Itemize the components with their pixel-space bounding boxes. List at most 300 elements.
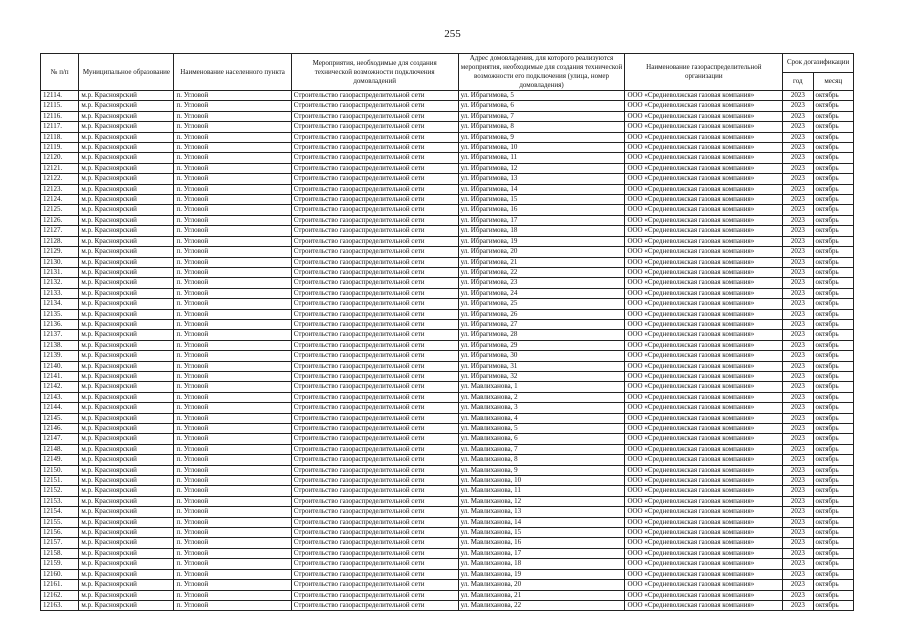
cell-gdo: ООО «Средневолжская газовая компания» [625, 538, 783, 548]
cell-gdo: ООО «Средневолжская газовая компания» [625, 517, 783, 527]
cell-settlement: п. Угловой [174, 122, 291, 132]
cell-year: 2023 [783, 382, 813, 392]
cell-month: октябрь [813, 403, 854, 413]
table-row [41, 569, 854, 579]
cell-measure: Строительство газораспределительной сети [291, 91, 458, 101]
table-row [41, 382, 854, 392]
cell-month: октябрь [813, 455, 854, 465]
cell-row-num: 12161. [41, 580, 79, 590]
cell-measure: Строительство газораспределительной сети [291, 309, 458, 319]
cell-measure: Строительство газораспределительной сети [291, 580, 458, 590]
cell-settlement: п. Угловой [174, 496, 291, 506]
cell-row-num: 12137. [41, 330, 79, 340]
cell-row-num: 12138. [41, 340, 79, 350]
cell-municipality: м.р. Красноярский [79, 101, 174, 111]
cell-month: октябрь [813, 91, 854, 101]
cell-measure: Строительство газораспределительной сети [291, 600, 458, 610]
cell-municipality: м.р. Красноярский [79, 122, 174, 132]
table-row [41, 486, 854, 496]
cell-measure: Строительство газораспределительной сети [291, 143, 458, 153]
cell-address: ул. Ибрагимова, 5 [458, 91, 625, 101]
cell-year: 2023 [783, 111, 813, 121]
cell-measure: Строительство газораспределительной сети [291, 288, 458, 298]
table-row [41, 517, 854, 527]
cell-measure: Строительство газораспределительной сети [291, 351, 458, 361]
cell-row-num: 12162. [41, 590, 79, 600]
cell-measure: Строительство газораспределительной сети [291, 392, 458, 402]
cell-year: 2023 [783, 132, 813, 142]
cell-address: ул. Ибрагимова, 14 [458, 184, 625, 194]
cell-row-num: 12147. [41, 434, 79, 444]
cell-settlement: п. Угловой [174, 91, 291, 101]
cell-gdo: ООО «Средневолжская газовая компания» [625, 226, 783, 236]
cell-year: 2023 [783, 163, 813, 173]
cell-address: ул. Ибрагимова, 31 [458, 361, 625, 371]
header-measure: Мероприятия, необходимые для создания технической возможности подключения домовладений [291, 54, 458, 91]
cell-gdo: ООО «Средневолжская газовая компания» [625, 122, 783, 132]
cell-gdo: ООО «Средневолжская газовая компания» [625, 444, 783, 454]
table-row [41, 205, 854, 215]
cell-month: октябрь [813, 163, 854, 173]
table-row [41, 340, 854, 350]
cell-month: октябрь [813, 174, 854, 184]
cell-month: октябрь [813, 215, 854, 225]
cell-settlement: п. Угловой [174, 382, 291, 392]
cell-measure: Строительство газораспределительной сети [291, 382, 458, 392]
cell-month: октябрь [813, 444, 854, 454]
cell-month: октябрь [813, 122, 854, 132]
cell-municipality: м.р. Красноярский [79, 132, 174, 142]
cell-address: ул. Мавлиханова, 9 [458, 465, 625, 475]
cell-municipality: м.р. Красноярский [79, 569, 174, 579]
cell-settlement: п. Угловой [174, 205, 291, 215]
cell-municipality: м.р. Красноярский [79, 382, 174, 392]
cell-row-num: 12141. [41, 371, 79, 381]
cell-gdo: ООО «Средневолжская газовая компания» [625, 91, 783, 101]
cell-row-num: 12121. [41, 163, 79, 173]
cell-month: октябрь [813, 559, 854, 569]
cell-year: 2023 [783, 361, 813, 371]
cell-measure: Строительство газораспределительной сети [291, 226, 458, 236]
cell-row-num: 12135. [41, 309, 79, 319]
cell-settlement: п. Угловой [174, 424, 291, 434]
cell-row-num: 12122. [41, 174, 79, 184]
cell-row-num: 12116. [41, 111, 79, 121]
cell-address: ул. Ибрагимова, 23 [458, 278, 625, 288]
cell-measure: Строительство газораспределительной сети [291, 590, 458, 600]
cell-municipality: м.р. Красноярский [79, 163, 174, 173]
cell-row-num: 12148. [41, 444, 79, 454]
cell-year: 2023 [783, 205, 813, 215]
cell-gdo: ООО «Средневолжская газовая компания» [625, 101, 783, 111]
cell-row-num: 12158. [41, 548, 79, 558]
cell-address: ул. Мавлиханова, 16 [458, 538, 625, 548]
cell-measure: Строительство газораспределительной сети [291, 132, 458, 142]
table-row [41, 528, 854, 538]
cell-address: ул. Мавлиханова, 5 [458, 424, 625, 434]
cell-row-num: 12142. [41, 382, 79, 392]
table-row [41, 184, 854, 194]
cell-gdo: ООО «Средневолжская газовая компания» [625, 340, 783, 350]
table-row [41, 413, 854, 423]
cell-row-num: 12150. [41, 465, 79, 475]
cell-month: октябрь [813, 590, 854, 600]
cell-year: 2023 [783, 580, 813, 590]
gasification-table [40, 53, 854, 611]
cell-address: ул. Мавлиханова, 22 [458, 600, 625, 610]
cell-month: октябрь [813, 132, 854, 142]
cell-year: 2023 [783, 330, 813, 340]
cell-address: ул. Ибрагимова, 17 [458, 215, 625, 225]
cell-year: 2023 [783, 403, 813, 413]
cell-measure: Строительство газораспределительной сети [291, 330, 458, 340]
cell-address: ул. Мавлиханова, 2 [458, 392, 625, 402]
cell-municipality: м.р. Красноярский [79, 559, 174, 569]
cell-gdo: ООО «Средневолжская газовая компания» [625, 330, 783, 340]
cell-settlement: п. Угловой [174, 163, 291, 173]
cell-gdo: ООО «Средневолжская газовая компания» [625, 184, 783, 194]
cell-gdo: ООО «Средневолжская газовая компания» [625, 371, 783, 381]
cell-row-num: 12129. [41, 247, 79, 257]
cell-settlement: п. Угловой [174, 507, 291, 517]
cell-settlement: п. Угловой [174, 528, 291, 538]
cell-year: 2023 [783, 507, 813, 517]
cell-gdo: ООО «Средневолжская газовая компания» [625, 278, 783, 288]
cell-gdo: ООО «Средневолжская газовая компания» [625, 507, 783, 517]
table-row [41, 122, 854, 132]
table-row [41, 434, 854, 444]
cell-year: 2023 [783, 486, 813, 496]
cell-gdo: ООО «Средневолжская газовая компания» [625, 236, 783, 246]
cell-measure: Строительство газораспределительной сети [291, 444, 458, 454]
table-row [41, 195, 854, 205]
cell-year: 2023 [783, 371, 813, 381]
table-row [41, 538, 854, 548]
cell-address: ул. Мавлиханова, 15 [458, 528, 625, 538]
cell-month: октябрь [813, 361, 854, 371]
table-row [41, 580, 854, 590]
cell-gdo: ООО «Средневолжская газовая компания» [625, 496, 783, 506]
cell-municipality: м.р. Красноярский [79, 257, 174, 267]
cell-row-num: 12117. [41, 122, 79, 132]
page-number: 255 [444, 28, 461, 40]
cell-row-num: 12118. [41, 132, 79, 142]
cell-gdo: ООО «Средневолжская газовая компания» [625, 163, 783, 173]
cell-address: ул. Ибрагимова, 24 [458, 288, 625, 298]
cell-settlement: п. Угловой [174, 600, 291, 610]
cell-row-num: 12146. [41, 424, 79, 434]
cell-month: октябрь [813, 600, 854, 610]
cell-municipality: м.р. Красноярский [79, 403, 174, 413]
cell-settlement: п. Угловой [174, 590, 291, 600]
cell-row-num: 12155. [41, 517, 79, 527]
cell-gdo: ООО «Средневолжская газовая компания» [625, 580, 783, 590]
table-row [41, 267, 854, 277]
cell-row-num: 12152. [41, 486, 79, 496]
cell-address: ул. Ибрагимова, 10 [458, 143, 625, 153]
cell-measure: Строительство газораспределительной сети [291, 111, 458, 121]
cell-month: октябрь [813, 247, 854, 257]
cell-municipality: м.р. Красноярский [79, 496, 174, 506]
cell-row-num: 12130. [41, 257, 79, 267]
cell-year: 2023 [783, 226, 813, 236]
cell-month: октябрь [813, 278, 854, 288]
cell-gdo: ООО «Средневолжская газовая компания» [625, 132, 783, 142]
cell-municipality: м.р. Красноярский [79, 424, 174, 434]
cell-municipality: м.р. Красноярский [79, 299, 174, 309]
cell-row-num: 12157. [41, 538, 79, 548]
cell-settlement: п. Угловой [174, 236, 291, 246]
cell-municipality: м.р. Красноярский [79, 226, 174, 236]
cell-gdo: ООО «Средневолжская газовая компания» [625, 569, 783, 579]
cell-year: 2023 [783, 195, 813, 205]
table-body [41, 91, 854, 611]
cell-month: октябрь [813, 257, 854, 267]
cell-measure: Строительство газораспределительной сети [291, 424, 458, 434]
table-row [41, 507, 854, 517]
cell-year: 2023 [783, 538, 813, 548]
cell-row-num: 12127. [41, 226, 79, 236]
table-row [41, 215, 854, 225]
cell-settlement: п. Угловой [174, 111, 291, 121]
cell-gdo: ООО «Средневолжская газовая компания» [625, 600, 783, 610]
cell-measure: Строительство газораспределительной сети [291, 538, 458, 548]
cell-month: октябрь [813, 267, 854, 277]
cell-year: 2023 [783, 351, 813, 361]
cell-gdo: ООО «Средневолжская газовая компания» [625, 267, 783, 277]
cell-address: ул. Ибрагимова, 15 [458, 195, 625, 205]
cell-gdo: ООО «Средневолжская газовая компания» [625, 351, 783, 361]
table-row [41, 465, 854, 475]
table-row [41, 403, 854, 413]
table-row [41, 330, 854, 340]
cell-year: 2023 [783, 101, 813, 111]
cell-measure: Строительство газораспределительной сети [291, 205, 458, 215]
cell-address: ул. Мавлиханова, 11 [458, 486, 625, 496]
table-row [41, 163, 854, 173]
cell-row-num: 12119. [41, 143, 79, 153]
cell-gdo: ООО «Средневолжская газовая компания» [625, 392, 783, 402]
cell-address: ул. Ибрагимова, 28 [458, 330, 625, 340]
cell-month: октябрь [813, 476, 854, 486]
cell-address: ул. Мавлиханова, 17 [458, 548, 625, 558]
cell-year: 2023 [783, 559, 813, 569]
cell-measure: Строительство газораспределительной сети [291, 403, 458, 413]
cell-settlement: п. Угловой [174, 392, 291, 402]
cell-municipality: м.р. Красноярский [79, 444, 174, 454]
cell-measure: Строительство газораспределительной сети [291, 517, 458, 527]
cell-gdo: ООО «Средневолжская газовая компания» [625, 195, 783, 205]
cell-gdo: ООО «Средневолжская газовая компания» [625, 153, 783, 163]
cell-row-num: 12149. [41, 455, 79, 465]
cell-settlement: п. Угловой [174, 195, 291, 205]
cell-year: 2023 [783, 600, 813, 610]
cell-gdo: ООО «Средневолжская газовая компания» [625, 486, 783, 496]
cell-settlement: п. Угловой [174, 538, 291, 548]
cell-row-num: 12120. [41, 153, 79, 163]
cell-measure: Строительство газораспределительной сети [291, 476, 458, 486]
cell-measure: Строительство газораспределительной сети [291, 507, 458, 517]
cell-address: ул. Ибрагимова, 8 [458, 122, 625, 132]
cell-municipality: м.р. Красноярский [79, 361, 174, 371]
cell-settlement: п. Угловой [174, 340, 291, 350]
cell-month: октябрь [813, 153, 854, 163]
cell-settlement: п. Угловой [174, 455, 291, 465]
cell-month: октябрь [813, 319, 854, 329]
cell-row-num: 12159. [41, 559, 79, 569]
cell-month: октябрь [813, 496, 854, 506]
cell-row-num: 12132. [41, 278, 79, 288]
cell-gdo: ООО «Средневолжская газовая компания» [625, 319, 783, 329]
cell-row-num: 12163. [41, 600, 79, 610]
cell-measure: Строительство газораспределительной сети [291, 299, 458, 309]
cell-measure: Строительство газораспределительной сети [291, 319, 458, 329]
cell-year: 2023 [783, 299, 813, 309]
cell-row-num: 12123. [41, 184, 79, 194]
cell-month: октябрь [813, 205, 854, 215]
cell-measure: Строительство газораспределительной сети [291, 361, 458, 371]
cell-settlement: п. Угловой [174, 476, 291, 486]
table-row [41, 392, 854, 402]
cell-municipality: м.р. Красноярский [79, 215, 174, 225]
cell-year: 2023 [783, 247, 813, 257]
cell-row-num: 12136. [41, 319, 79, 329]
cell-municipality: м.р. Красноярский [79, 288, 174, 298]
cell-gdo: ООО «Средневолжская газовая компания» [625, 361, 783, 371]
header-month: месяц [813, 72, 854, 91]
cell-year: 2023 [783, 267, 813, 277]
cell-municipality: м.р. Красноярский [79, 267, 174, 277]
cell-month: октябрь [813, 392, 854, 402]
cell-settlement: п. Угловой [174, 184, 291, 194]
cell-year: 2023 [783, 434, 813, 444]
cell-month: октябрь [813, 517, 854, 527]
cell-municipality: м.р. Красноярский [79, 205, 174, 215]
header-gdo: Наименование газораспределительной организации [625, 54, 783, 91]
table-row [41, 548, 854, 558]
cell-row-num: 12145. [41, 413, 79, 423]
cell-settlement: п. Угловой [174, 299, 291, 309]
table-row [41, 226, 854, 236]
cell-year: 2023 [783, 424, 813, 434]
cell-address: ул. Ибрагимова, 26 [458, 309, 625, 319]
cell-measure: Строительство газораспределительной сети [291, 496, 458, 506]
cell-address: ул. Мавлиханова, 7 [458, 444, 625, 454]
cell-month: октябрь [813, 548, 854, 558]
cell-month: октябрь [813, 101, 854, 111]
table-row [41, 455, 854, 465]
cell-settlement: п. Угловой [174, 143, 291, 153]
cell-month: октябрь [813, 226, 854, 236]
cell-year: 2023 [783, 309, 813, 319]
cell-gdo: ООО «Средневолжская газовая компания» [625, 413, 783, 423]
cell-settlement: п. Угловой [174, 257, 291, 267]
cell-measure: Строительство газораспределительной сети [291, 236, 458, 246]
cell-municipality: м.р. Красноярский [79, 548, 174, 558]
table-row [41, 424, 854, 434]
cell-settlement: п. Угловой [174, 361, 291, 371]
cell-address: ул. Мавлиханова, 8 [458, 455, 625, 465]
cell-address: ул. Ибрагимова, 6 [458, 101, 625, 111]
cell-municipality: м.р. Красноярский [79, 236, 174, 246]
cell-settlement: п. Угловой [174, 132, 291, 142]
cell-settlement: п. Угловой [174, 309, 291, 319]
cell-gdo: ООО «Средневолжская газовая компания» [625, 288, 783, 298]
cell-year: 2023 [783, 174, 813, 184]
cell-address: ул. Ибрагимова, 18 [458, 226, 625, 236]
cell-row-num: 12151. [41, 476, 79, 486]
cell-settlement: п. Угловой [174, 465, 291, 475]
cell-year: 2023 [783, 455, 813, 465]
cell-month: октябрь [813, 309, 854, 319]
cell-measure: Строительство газораспределительной сети [291, 153, 458, 163]
cell-row-num: 12160. [41, 569, 79, 579]
cell-settlement: п. Угловой [174, 226, 291, 236]
cell-municipality: м.р. Красноярский [79, 507, 174, 517]
cell-municipality: м.р. Красноярский [79, 538, 174, 548]
cell-address: ул. Ибрагимова, 30 [458, 351, 625, 361]
cell-year: 2023 [783, 215, 813, 225]
cell-measure: Строительство газораспределительной сети [291, 257, 458, 267]
cell-settlement: п. Угловой [174, 278, 291, 288]
cell-measure: Строительство газораспределительной сети [291, 486, 458, 496]
cell-row-num: 12115. [41, 101, 79, 111]
table-row [41, 351, 854, 361]
cell-gdo: ООО «Средневолжская газовая компания» [625, 143, 783, 153]
cell-settlement: п. Угловой [174, 174, 291, 184]
cell-year: 2023 [783, 392, 813, 402]
cell-settlement: п. Угловой [174, 444, 291, 454]
cell-month: октябрь [813, 413, 854, 423]
table-row [41, 278, 854, 288]
cell-gdo: ООО «Средневолжская газовая компания» [625, 257, 783, 267]
cell-row-num: 12131. [41, 267, 79, 277]
cell-year: 2023 [783, 236, 813, 246]
cell-measure: Строительство газораспределительной сети [291, 122, 458, 132]
cell-row-num: 12125. [41, 205, 79, 215]
cell-municipality: м.р. Красноярский [79, 340, 174, 350]
cell-month: октябрь [813, 434, 854, 444]
cell-municipality: м.р. Красноярский [79, 486, 174, 496]
cell-address: ул. Ибрагимова, 29 [458, 340, 625, 350]
cell-settlement: п. Угловой [174, 330, 291, 340]
cell-year: 2023 [783, 278, 813, 288]
cell-row-num: 12139. [41, 351, 79, 361]
cell-year: 2023 [783, 413, 813, 423]
cell-measure: Строительство газораспределительной сети [291, 465, 458, 475]
cell-measure: Строительство газораспределительной сети [291, 247, 458, 257]
cell-municipality: м.р. Красноярский [79, 465, 174, 475]
cell-measure: Строительство газораспределительной сети [291, 278, 458, 288]
cell-municipality: м.р. Красноярский [79, 111, 174, 121]
header-municipality: Муниципальное образование [79, 54, 174, 91]
cell-settlement: п. Угловой [174, 101, 291, 111]
table-row [41, 153, 854, 163]
cell-year: 2023 [783, 143, 813, 153]
header-address: Адрес домовладения, для которого реализуются мероприятия, необходимые для создания технической возможности его подключения (улица, номер домовладения) [458, 54, 625, 91]
cell-address: ул. Ибрагимова, 13 [458, 174, 625, 184]
cell-year: 2023 [783, 122, 813, 132]
cell-row-num: 12114. [41, 91, 79, 101]
table-row [41, 319, 854, 329]
cell-address: ул. Ибрагимова, 27 [458, 319, 625, 329]
cell-settlement: п. Угловой [174, 403, 291, 413]
cell-year: 2023 [783, 569, 813, 579]
cell-address: ул. Мавлиханова, 1 [458, 382, 625, 392]
cell-month: октябрь [813, 538, 854, 548]
cell-row-num: 12134. [41, 299, 79, 309]
cell-month: октябрь [813, 111, 854, 121]
